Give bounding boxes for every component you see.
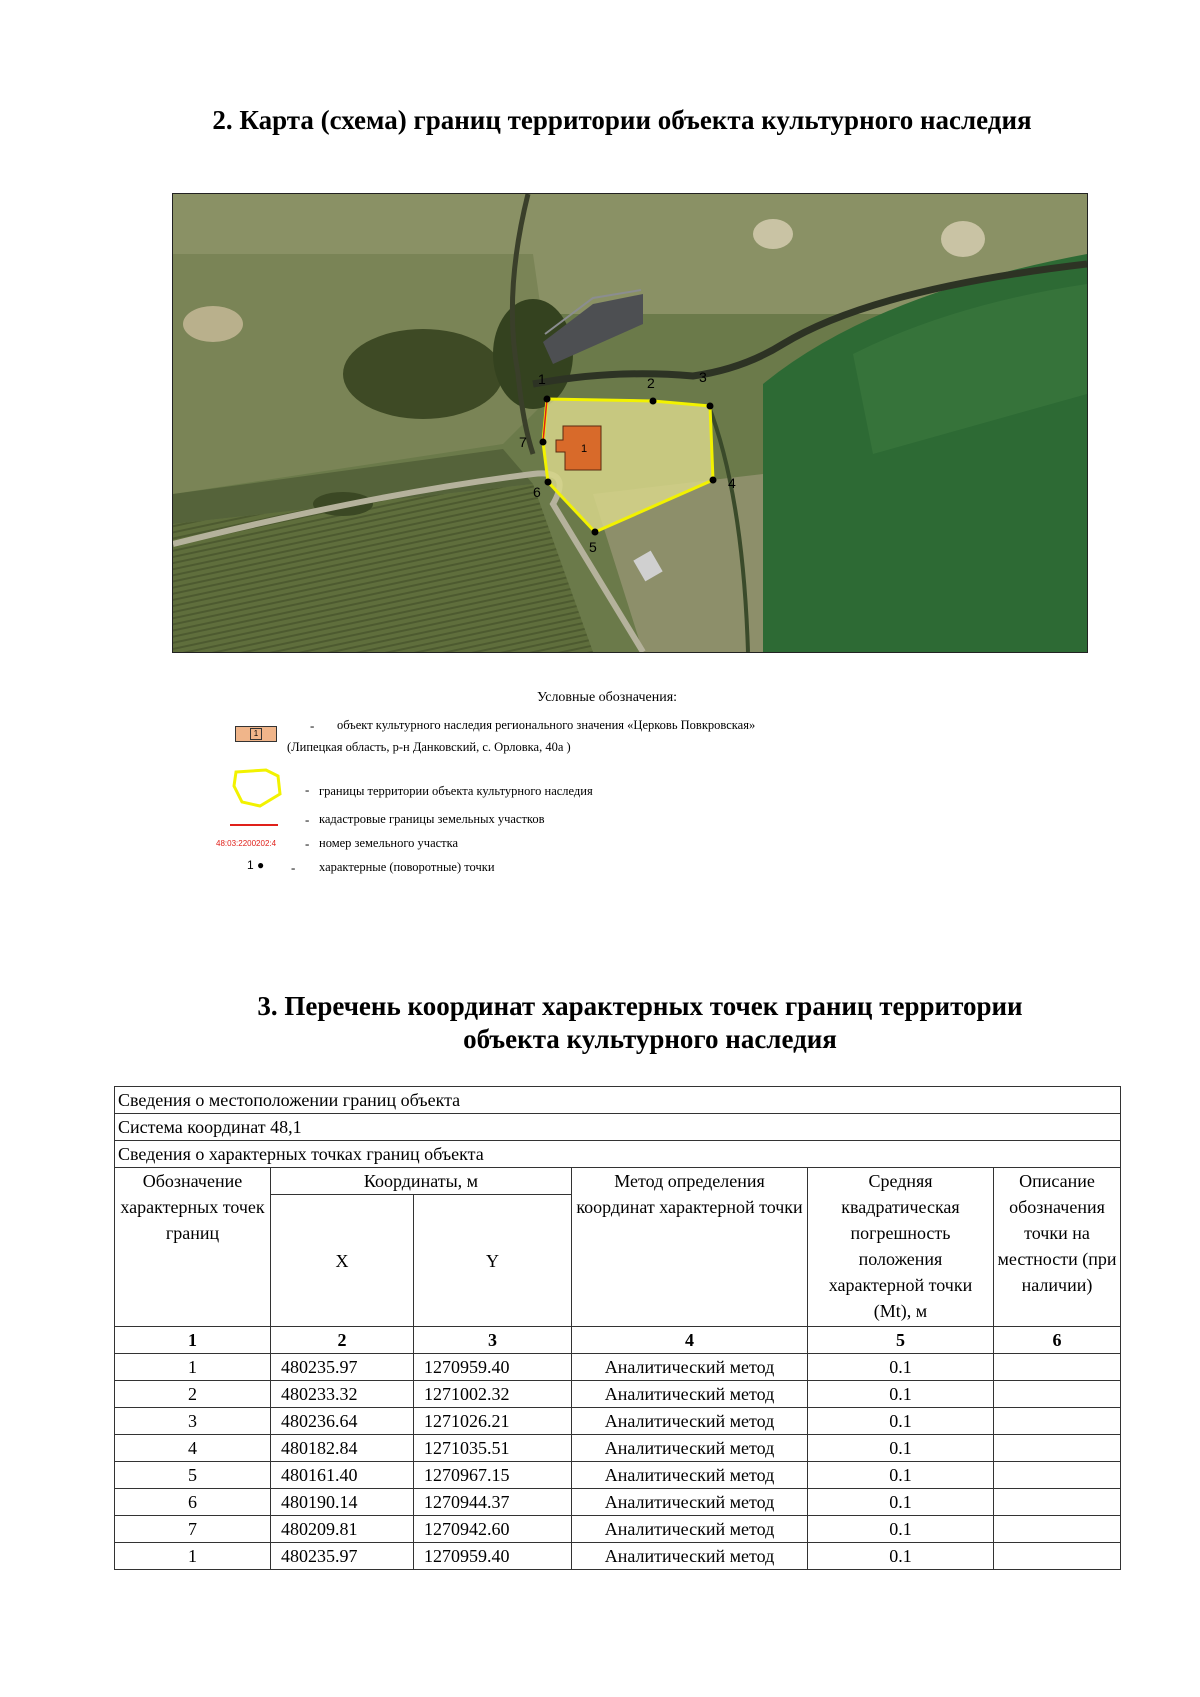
cell-method: Аналитический метод <box>572 1543 808 1570</box>
table-row <box>115 1543 1121 1570</box>
cell-mt: 0.1 <box>808 1489 994 1516</box>
cell-y: 1270959.40 <box>414 1543 572 1570</box>
header-error: Средняя квадратическая погрешность положения характерной точки (Mt), м <box>808 1168 994 1327</box>
legend-dash-2: - <box>305 782 310 797</box>
cell-point: 1 <box>115 1354 271 1381</box>
point-1 <box>544 396 551 403</box>
legend-dash-5: - <box>291 860 296 875</box>
point-3 <box>707 403 714 410</box>
table-row <box>115 1489 1121 1516</box>
col-number: 5 <box>808 1327 994 1354</box>
cell-y: 1270959.40 <box>414 1354 572 1381</box>
point-6 <box>545 479 552 486</box>
cell-x: 480209.81 <box>271 1516 414 1543</box>
heritage-object-label: 1 <box>581 443 588 455</box>
cell-mt: 0.1 <box>808 1408 994 1435</box>
cell-mt: 0.1 <box>808 1435 994 1462</box>
point-5 <box>592 529 599 536</box>
cell-method: Аналитический метод <box>572 1381 808 1408</box>
info-row-location: Сведения о местоположении границ объекта <box>115 1087 1121 1114</box>
section-3-title-line-1: 3. Перечень координат характерных точек границ территории <box>257 991 1023 1021</box>
legend-text-points: характерные (поворотные) точки <box>319 860 495 874</box>
cell-y: 1270967.15 <box>414 1462 572 1489</box>
cell-y: 1270942.60 <box>414 1516 572 1543</box>
legend-heritage-symbol-label: 1 <box>250 728 262 740</box>
legend-text-heritage: объект культурного наследия регионального значения «Церковь Повкровская» <box>337 718 756 732</box>
legend-dash-3: - <box>305 812 310 827</box>
col-number: 2 <box>271 1327 414 1354</box>
legend-dash-1: - <box>310 718 315 733</box>
cell-mt: 0.1 <box>808 1543 994 1570</box>
col-number: 1 <box>115 1327 271 1354</box>
cell-x: 480235.97 <box>271 1543 414 1570</box>
legend-title: Условные обозначения: <box>537 690 678 705</box>
header-desc: Описание обозначения точки на местности (при наличии) <box>994 1168 1121 1327</box>
cell-desc <box>994 1516 1121 1543</box>
cell-y: 1270944.37 <box>414 1489 572 1516</box>
cell-y: 1271026.21 <box>414 1408 572 1435</box>
cell-point: 7 <box>115 1516 271 1543</box>
sand-patch <box>183 306 243 342</box>
cell-desc <box>994 1462 1121 1489</box>
cell-point: 1 <box>115 1543 271 1570</box>
cell-desc <box>994 1435 1121 1462</box>
legend-text-heritage-address: (Липецкая область, р-н Данковский, с. Орловка, 40а ) <box>287 740 571 754</box>
legend-dash-4: - <box>305 836 310 851</box>
info-row-points: Сведения о характерных точках границ объекта <box>115 1141 1121 1168</box>
table-row <box>115 1516 1121 1543</box>
cell-desc <box>994 1489 1121 1516</box>
point-label-7: 7 <box>519 434 527 450</box>
col-number: 4 <box>572 1327 808 1354</box>
table-row <box>115 1462 1121 1489</box>
map-image <box>172 193 1088 653</box>
point-label-3: 3 <box>699 369 707 385</box>
cell-mt: 0.1 <box>808 1354 994 1381</box>
cell-y: 1271002.32 <box>414 1381 572 1408</box>
point-label-1: 1 <box>538 371 546 387</box>
cell-mt: 0.1 <box>808 1516 994 1543</box>
table-body <box>115 1354 1121 1570</box>
cell-y: 1271035.51 <box>414 1435 572 1462</box>
table-row <box>115 1381 1121 1408</box>
table-row <box>115 1408 1121 1435</box>
header-method: Метод определения координат характерной точки <box>572 1168 808 1327</box>
cell-x: 480161.40 <box>271 1462 414 1489</box>
col-number: 6 <box>994 1327 1121 1354</box>
cell-mt: 0.1 <box>808 1462 994 1489</box>
legend-heritage-symbol <box>235 726 277 742</box>
cell-desc <box>994 1543 1121 1570</box>
header-point: Обозначение характерных точек границ <box>115 1168 271 1327</box>
legend <box>0 690 1200 910</box>
section-3-title <box>40 990 1200 1056</box>
tree-cluster <box>343 329 503 419</box>
sand-patch-3 <box>941 221 985 257</box>
legend-text-boundary: границы территории объекта культурного наследия <box>319 784 593 798</box>
legend-text-parcel: номер земельного участка <box>319 836 459 850</box>
legend-parcel-number-symbol: 48:03:2200202:4 <box>216 839 277 848</box>
cell-desc <box>994 1381 1121 1408</box>
cell-x: 480235.97 <box>271 1354 414 1381</box>
cell-point: 2 <box>115 1381 271 1408</box>
legend-text-cadastral: кадастровые границы земельных участков <box>319 812 545 826</box>
cell-x: 480182.84 <box>271 1435 414 1462</box>
cell-method: Аналитический метод <box>572 1408 808 1435</box>
table-row <box>115 1354 1121 1381</box>
cell-point: 5 <box>115 1462 271 1489</box>
cell-x: 480236.64 <box>271 1408 414 1435</box>
legend-boundary-symbol <box>230 766 286 812</box>
cell-desc <box>994 1354 1121 1381</box>
cell-point: 6 <box>115 1489 271 1516</box>
coordinates-table <box>114 1086 1121 1570</box>
sand-patch-2 <box>753 219 793 249</box>
cell-x: 480233.32 <box>271 1381 414 1408</box>
cell-method: Аналитический метод <box>572 1435 808 1462</box>
point-2 <box>650 398 657 405</box>
cell-x: 480190.14 <box>271 1489 414 1516</box>
point-4 <box>710 477 717 484</box>
cell-method: Аналитический метод <box>572 1516 808 1543</box>
point-label-4: 4 <box>728 475 736 491</box>
cell-point: 3 <box>115 1408 271 1435</box>
point-label-2: 2 <box>647 375 655 391</box>
legend-point-symbol: 1 ● <box>247 858 265 872</box>
point-label-5: 5 <box>589 539 597 555</box>
cell-method: Аналитический метод <box>572 1489 808 1516</box>
cell-method: Аналитический метод <box>572 1462 808 1489</box>
header-coords: Координаты, м <box>271 1168 572 1195</box>
info-row-coord-system: Система координат 48,1 <box>115 1114 1121 1141</box>
cell-mt: 0.1 <box>808 1381 994 1408</box>
col-number: 3 <box>414 1327 572 1354</box>
header-x: X <box>271 1195 414 1327</box>
point-7 <box>540 439 547 446</box>
cell-desc <box>994 1408 1121 1435</box>
point-label-6: 6 <box>533 484 541 500</box>
section-3-title-line-2: объекта культурного наследия <box>463 1024 837 1054</box>
cell-method: Аналитический метод <box>572 1354 808 1381</box>
header-y: Y <box>414 1195 572 1327</box>
legend-cadastral-symbol <box>230 824 278 826</box>
cell-point: 4 <box>115 1435 271 1462</box>
table-row <box>115 1435 1121 1462</box>
section-2-title: 2. Карта (схема) границ территории объекта культурного наследия <box>212 105 1032 135</box>
